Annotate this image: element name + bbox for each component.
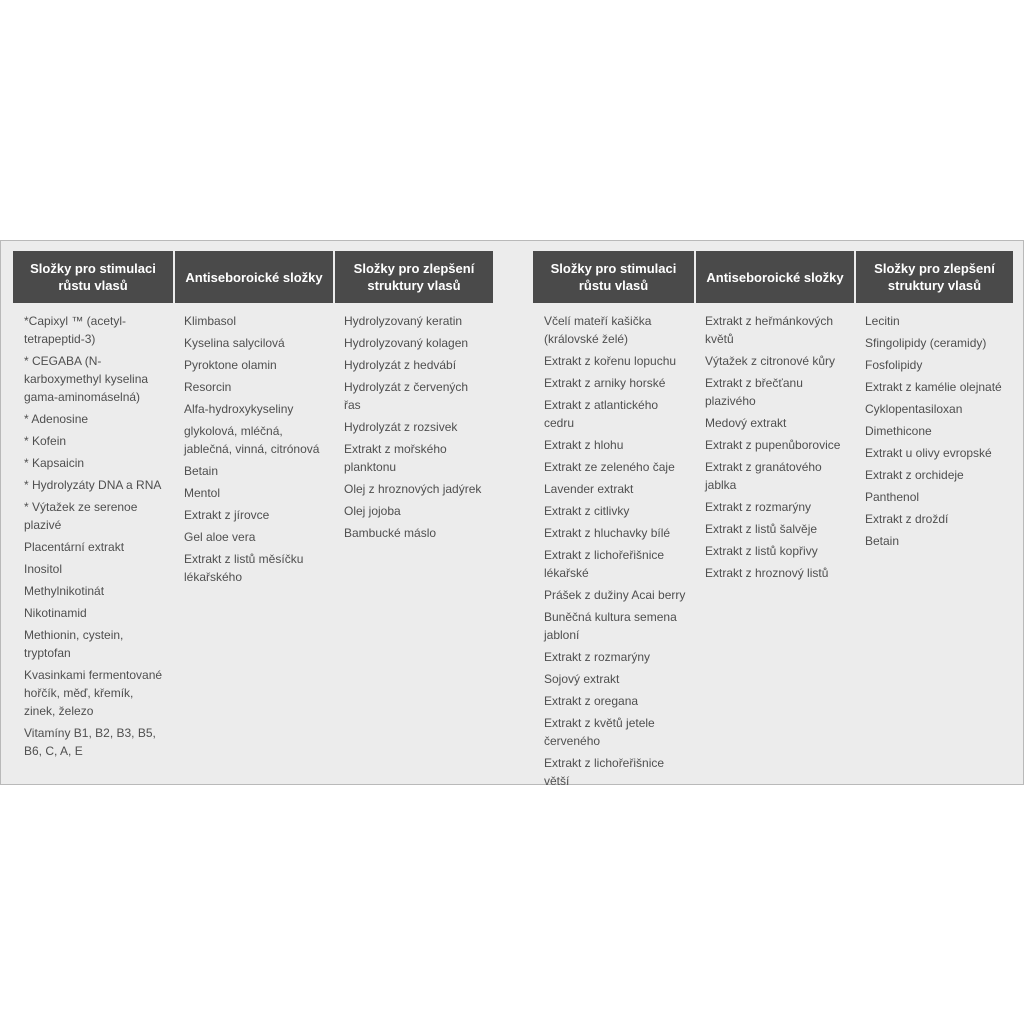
ingredient-item: Extrakt z hluchavky bílé — [544, 526, 671, 540]
ingredient-item: Alfa-hydroxykyseliny — [184, 402, 294, 416]
ingredient-item: Inositol — [24, 562, 63, 576]
ingredient-item: Betain — [184, 464, 219, 478]
ingredient-item: Extrakt z citlivky — [544, 504, 630, 518]
column-header: Složky pro stimulaci růstu vlasů — [533, 251, 694, 303]
ingredient-item: Extrakt z kořenu lopuchu — [544, 354, 677, 368]
ingredient-item: Extrakt z jírovce — [184, 508, 270, 522]
ingredient-item: Methionin, cystein, tryptofan — [24, 628, 124, 660]
ingredient-item: Extrakt z listů měsíčku lékařského — [184, 552, 304, 584]
ingredient-item: Extrakt z listů šalvěje — [705, 522, 818, 536]
ingredient-item: Sojový extrakt — [544, 672, 620, 686]
ingredient-list — [173, 303, 333, 590]
ingredient-item: Včelí mateří kašička (královské želé) — [544, 314, 652, 346]
ingredient-item: Extrakt z květů jetele červeného — [544, 716, 655, 748]
ingredient-item: Extrakt u olivy evropské — [865, 446, 992, 460]
ingredients-panel — [0, 240, 1024, 788]
ingredient-item: Extrakt ze zeleného čaje — [544, 460, 675, 474]
ingredient-item: * Adenosine — [24, 412, 89, 426]
ingredient-item: Medový extrakt — [705, 416, 787, 430]
ingredient-item: Extrakt z granátového jablka — [705, 460, 822, 492]
left-ingredients-table — [13, 251, 493, 764]
ingredient-item: Resorcin — [184, 380, 232, 394]
ingredient-item: Extrakt z rozmarýny — [544, 650, 651, 664]
ingredient-item: Olej jojoba — [344, 504, 401, 518]
ingredient-item: Hydrolyzát z červených řas — [344, 380, 469, 412]
column-hair-growth — [13, 251, 173, 764]
ingredient-item: Extrakt z lichořeřišnice větší — [544, 756, 665, 788]
ingredient-item: Hydrolyzovaný keratin — [344, 314, 463, 328]
ingredient-item: Extrakt z atlantického cedru — [544, 398, 659, 430]
column-hair-growth — [533, 251, 694, 794]
ingredient-item: Betain — [865, 534, 900, 548]
ingredient-item: Lavender extrakt — [544, 482, 634, 496]
ingredient-list — [13, 303, 173, 764]
ingredient-item: Extrakt z mořského planktonu — [344, 442, 447, 474]
column-antiseborrheic — [694, 251, 854, 794]
ingredient-item: Buněčná kultura semena jabloní — [544, 610, 677, 642]
ingredient-list — [694, 303, 854, 586]
ingredient-item: * Hydrolyzáty DNA a RNA — [24, 478, 162, 492]
ingredient-item: Lecitin — [865, 314, 900, 328]
ingredient-item: Extrakt z rozmarýny — [705, 500, 812, 514]
ingredient-item: * Kapsaicin — [24, 456, 85, 470]
ingredient-item: Extrakt z hroznový listů — [705, 566, 829, 580]
ingredient-item: Mentol — [184, 486, 221, 500]
ingredient-item: Extrakt z listů kopřivy — [705, 544, 818, 558]
ingredient-item: Hydrolyzát z rozsivek — [344, 420, 458, 434]
ingredient-item: Pyroktone olamin — [184, 358, 277, 372]
ingredient-item: Nikotinamid — [24, 606, 87, 620]
ingredient-item: * CEGABA (N-karboxymethyl kyselina gama-aminomáselná) — [24, 354, 149, 404]
ingredient-item: *Capixyl ™ (acetyl-tetrapeptid-3) — [24, 314, 127, 346]
column-header: Složky pro zlepšení struktury vlasů — [333, 251, 493, 303]
ingredient-item: Hydrolyzát z hedvábí — [344, 358, 457, 372]
ingredient-item: Extrakt z pupenůborovice — [705, 438, 841, 452]
ingredient-item: Extrakt z arniky horské — [544, 376, 666, 390]
ingredient-item: Bambucké máslo — [344, 526, 437, 540]
ingredient-item: Kyselina salycilová — [184, 336, 285, 350]
ingredient-item: Placentární extrakt — [24, 540, 125, 554]
column-header: Antiseboroické složky — [694, 251, 854, 303]
column-antiseborrheic — [173, 251, 333, 764]
ingredient-item: Klimbasol — [184, 314, 237, 328]
ingredient-item: Gel aloe vera — [184, 530, 256, 544]
ingredient-item: Prášek z dužiny Acai berry — [544, 588, 686, 602]
ingredient-list — [333, 303, 493, 546]
ingredient-item: Hydrolyzovaný kolagen — [344, 336, 469, 350]
ingredient-item: Extrakt z oregana — [544, 694, 639, 708]
ingredient-item: Extrakt z hlohu — [544, 438, 624, 452]
ingredient-item: Extrakt z heřmánkových květů — [705, 314, 834, 346]
ingredient-item: * Kofein — [24, 434, 67, 448]
ingredient-item: Extrakt z kamélie olejnaté — [865, 380, 1002, 394]
ingredient-item: * Výtažek ze serenoe plazivé — [24, 500, 138, 532]
ingredient-item: Kvasinkami fermentované hořčík, měď, křemík, zinek, železo — [24, 668, 163, 718]
ingredient-item: Výtažek z citronové kůry — [705, 354, 836, 368]
ingredient-item: Fosfolipidy — [865, 358, 923, 372]
ingredient-list — [533, 303, 694, 794]
right-ingredients-table — [533, 251, 1013, 794]
ingredient-list — [854, 303, 1013, 554]
ingredient-item: Panthenol — [865, 490, 920, 504]
ingredient-item: Vitamíny B1, B2, B3, B5, B6, C, A, E — [24, 726, 156, 758]
ingredient-item: Sfingolipidy (ceramidy) — [865, 336, 987, 350]
ingredient-item: Olej z hroznových jadýrek — [344, 482, 482, 496]
ingredient-item: Extrakt z lichořeřišnice lékařské — [544, 548, 665, 580]
ingredient-item: Extrakt z břečťanu plazivého — [705, 376, 803, 408]
ingredient-item: glykolová, mléčná, jablečná, vinná, citrónová — [184, 424, 320, 456]
ingredient-item: Methylnikotinát — [24, 584, 105, 598]
ingredient-item: Extrakt z droždí — [865, 512, 949, 526]
column-header: Složky pro stimulaci růstu vlasů — [13, 251, 173, 303]
column-hair-structure — [333, 251, 493, 764]
ingredient-item: Cyklopentasiloxan — [865, 402, 963, 416]
column-header: Antiseboroické složky — [173, 251, 333, 303]
column-hair-structure — [854, 251, 1013, 794]
ingredient-item: Dimethicone — [865, 424, 932, 438]
column-header: Složky pro zlepšení struktury vlasů — [854, 251, 1013, 303]
ingredient-item: Extrakt z orchideje — [865, 468, 964, 482]
